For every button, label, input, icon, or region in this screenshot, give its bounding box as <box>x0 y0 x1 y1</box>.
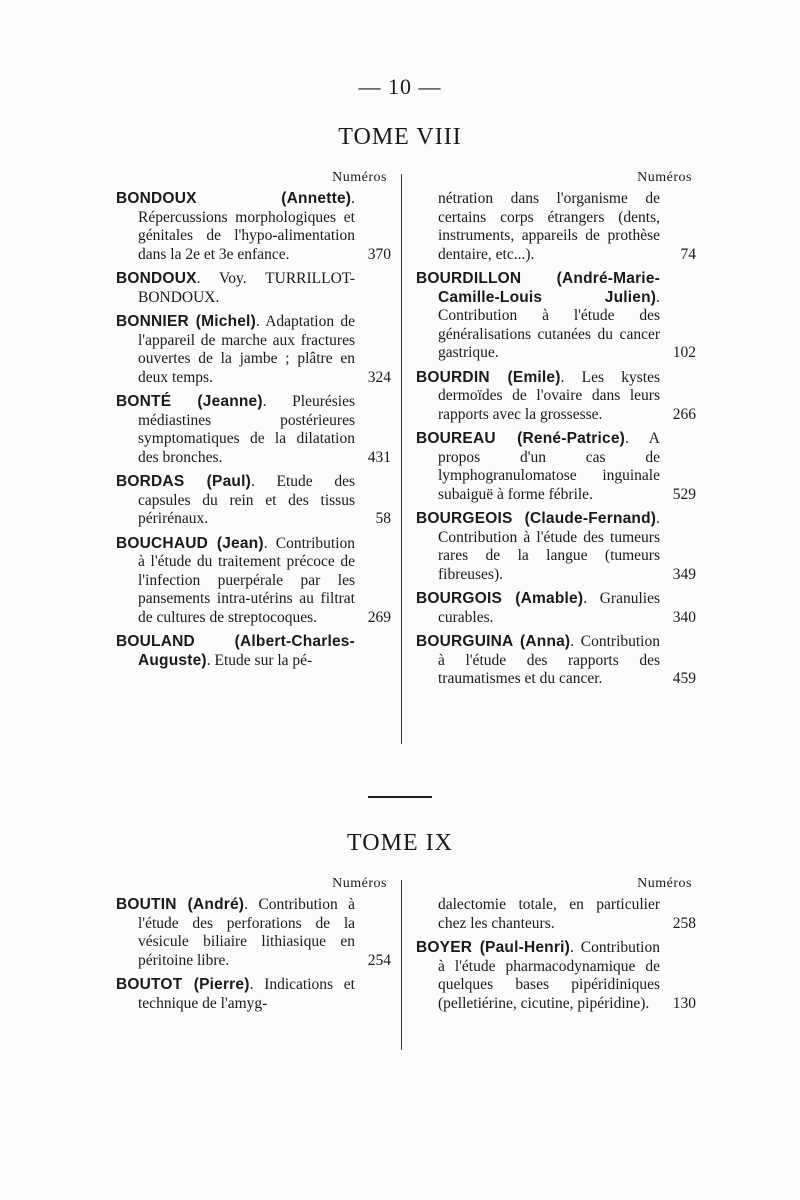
entry-text: . Contribution à l'étude pharmacodynamique de quelques bases pipéridiniques (pelletiérine, cicutine, pipéridine). <box>438 939 660 1012</box>
index-entry <box>416 939 696 1013</box>
entry-text: . Pleurésies médiastines postérieures symptomatiques de la dilatation des bronches. <box>138 393 355 466</box>
index-entry <box>116 976 391 1013</box>
tome-8-title: TOME VIII <box>338 124 462 150</box>
section-separator <box>368 796 432 798</box>
entry-number: 269 <box>367 608 391 626</box>
index-entry <box>116 535 391 628</box>
index-entry <box>416 430 696 504</box>
author-name: BORDAS (Paul) <box>116 473 251 490</box>
entry-text: . Etude des capsules du rein et des tissus périrénaux. <box>138 473 355 527</box>
entry-text: . Les kystes dermoïdes de l'ovaire dans leurs rapports avec la grossesse. <box>438 368 660 423</box>
entry-text: . Contribution à l'étude des perforations de la vésicule biliaire lithiasique en péritoine libre. <box>138 896 355 969</box>
entry-text: . Voy. TURRILLOT-BONDOUX. <box>138 270 355 306</box>
index-entry <box>116 190 391 264</box>
author-name: BOUCHAUD (Jean) <box>116 534 264 552</box>
column-divider <box>401 880 402 1050</box>
author-name: BOULAND (Albert-Charles-Auguste) <box>116 633 355 669</box>
entry-number: 266 <box>672 405 696 423</box>
numeros-header: Numéros <box>637 876 692 891</box>
entry-text: . A propos d'un cas de lymphogranulomatose inguinale subaiguë à forme fébrile. <box>438 430 660 503</box>
entry-text: . Contribution à l'étude des généralisations cutanées du cancer gastrique. <box>438 288 660 361</box>
author-name: BOURGEOIS (Claude-Fernand) <box>416 510 657 527</box>
entry-text: dalectomie totale, en particulier chez les chanteurs. <box>438 896 660 932</box>
index-entry <box>416 590 696 627</box>
index-entry <box>116 270 391 307</box>
author-name: BOUREAU (René-Patrice) <box>416 430 626 447</box>
entry-number: 130 <box>672 994 696 1012</box>
entry-number: 74 <box>680 245 696 263</box>
page-number: — 10 — <box>358 74 442 99</box>
index-entry <box>116 313 391 387</box>
numeros-header: Numéros <box>332 876 387 891</box>
index-entry <box>116 473 391 529</box>
entry-number: 349 <box>672 565 696 583</box>
tome-9-section <box>116 876 706 1066</box>
index-entry <box>116 633 391 670</box>
tome-9-right-column <box>416 876 696 1019</box>
entry-text: . Adaptation de l'appareil de marche aux fractures ouvertes de la jambe ; plâtre en deux temps. <box>138 313 355 386</box>
tome-8-left-column <box>116 170 391 676</box>
numeros-header: Numéros <box>332 170 387 185</box>
entry-number: 102 <box>672 344 696 361</box>
author-name: BONDOUX (Annette) <box>116 190 352 207</box>
index-entry <box>416 369 696 425</box>
entry-text: . Granulies curables. <box>438 590 660 626</box>
author-name: BOUTOT (Pierre) <box>116 976 250 993</box>
index-entry <box>416 510 696 584</box>
author-name: BOUTIN (André) <box>116 896 245 913</box>
author-name: BOYER (Paul-Henri) <box>416 939 570 956</box>
column-divider <box>401 174 402 744</box>
continued-entry <box>416 896 696 933</box>
continued-entry <box>416 190 696 264</box>
author-name: BONNIER (Michel) <box>116 313 256 330</box>
entry-text: . Indications et technique de l'amyg- <box>138 976 355 1012</box>
entry-number: 324 <box>367 368 391 386</box>
entry-text: . Etude sur la pé- <box>206 651 313 669</box>
entry-number: 459 <box>672 670 696 687</box>
entry-text: nétration dans l'organisme de certains corps étrangers (dents, instruments, appareils de prothèse dentaire, etc...). <box>438 190 660 263</box>
author-name: BOURGUINA (Anna) <box>416 633 571 650</box>
tome-9-title: TOME IX <box>347 830 453 856</box>
entry-number: 431 <box>367 448 391 466</box>
author-name: BOURDIN (Emile) <box>416 368 561 386</box>
entry-text: . Répercussions morphologiques et génitales de l'hypo-alimentation dans la 2e et 3e enfance. <box>138 190 355 263</box>
entry-text: . Contribution à l'étude des tumeurs rares de la langue (tumeurs fibreuses). <box>438 510 660 583</box>
author-name: BOURGOIS (Amable) <box>416 590 584 607</box>
tome-9-left-column <box>116 876 391 1019</box>
tome-8-section <box>116 170 706 770</box>
index-entry <box>416 633 696 689</box>
author-name: BONTÉ (Jeanne) <box>116 393 263 410</box>
index-entry <box>116 896 391 970</box>
entry-text: . Contribution à l'étude des rapports des traumatismes et du cancer. <box>438 633 660 687</box>
entry-text: . Contribution à l'étude du traitement précoce de l'infection puerpérale par les pansements intra-utérins au filtrat de cultures de streptocoques. <box>138 534 355 626</box>
numeros-header: Numéros <box>637 170 692 185</box>
author-name: BONDOUX <box>116 270 197 287</box>
entry-number: 340 <box>672 608 696 626</box>
entry-number: 370 <box>367 245 391 263</box>
author-name: BOURDILLON (André-Marie-Camille-Louis Julien) <box>416 270 660 306</box>
index-entry <box>116 393 391 467</box>
entry-number: 58 <box>375 510 391 527</box>
entry-number: 529 <box>672 485 696 503</box>
index-entry <box>416 270 696 363</box>
entry-number: 258 <box>672 914 696 932</box>
tome-8-right-column <box>416 170 696 695</box>
entry-number: 254 <box>367 951 391 969</box>
